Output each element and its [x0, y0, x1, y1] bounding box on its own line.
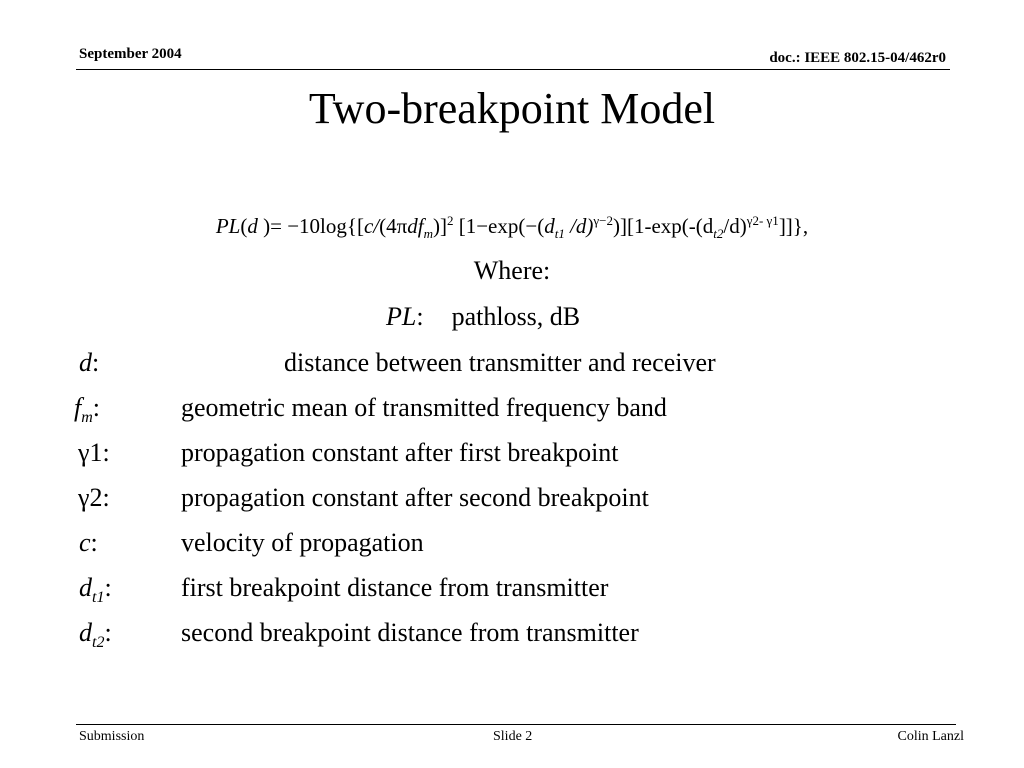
footer-rule — [76, 724, 956, 725]
def-text: propagation constant after first breakpoint — [181, 438, 619, 467]
def-colon: : — [102, 438, 110, 467]
def-symbol: d — [79, 618, 92, 647]
formula-d: d — [247, 214, 258, 238]
formula-part3: )][1-exp(-(d — [613, 214, 714, 238]
formula-four-pi: (4π — [379, 214, 408, 238]
def-text: first breakpoint distance from transmitter — [181, 573, 609, 602]
formula-sub-m: m — [423, 226, 433, 242]
def-text: velocity of propagation — [181, 528, 424, 557]
def-symbol: f — [74, 393, 82, 422]
footer-slide-number: Slide 2 — [493, 729, 533, 744]
def-text: propagation constant after second breakpoint — [181, 483, 649, 512]
def-symbol: γ2 — [78, 483, 103, 512]
formula-eq: )= −10log{[ — [263, 214, 364, 238]
def-colon: : — [104, 618, 112, 647]
def-symbol: d — [79, 573, 92, 602]
def-symbol: c — [79, 528, 91, 557]
formula-df: df — [407, 214, 424, 238]
footer-author: Colin Lanzl — [897, 729, 964, 744]
def-text: geometric mean of transmitted frequency band — [181, 393, 667, 422]
def-text: distance between transmitter and receiver — [284, 348, 716, 377]
def-colon: : — [104, 573, 112, 602]
pl-symbol: PL — [386, 302, 417, 331]
header-doc-id: doc.: IEEE 802.15-04/462r0 — [769, 50, 946, 66]
def-text: second breakpoint distance from transmitter — [181, 618, 639, 647]
footer-submission: Submission — [79, 729, 145, 744]
def-colon: : — [92, 348, 100, 377]
def-subscript: t2 — [92, 634, 105, 652]
header-rule — [76, 69, 950, 70]
slide-title: Two-breakpoint Model — [308, 84, 716, 133]
formula-sup-2: 2 — [446, 213, 454, 228]
def-subscript: t1 — [92, 589, 105, 607]
formula-sub-t1: t1 — [554, 226, 565, 242]
pl-colon: : — [416, 302, 424, 331]
definition-c — [79, 528, 424, 558]
pl-definition — [386, 302, 580, 332]
formula-close: )] — [432, 214, 447, 238]
def-colon: : — [90, 528, 98, 557]
def-symbol: d — [79, 348, 92, 377]
def-colon: : — [102, 483, 110, 512]
formula-dt: d — [544, 214, 555, 238]
pl-text: pathloss, dB — [451, 302, 581, 331]
definition-gamma2 — [78, 483, 649, 513]
def-colon: : — [92, 393, 101, 422]
formula-end: ]]}, — [778, 214, 809, 238]
formula-exp1: γ−2 — [593, 213, 613, 228]
formula-exp2: γ2- γ1 — [746, 213, 779, 228]
formula-part2: [1−exp(−( — [453, 214, 545, 238]
formula-sub-t2: t2 — [713, 226, 724, 242]
header-date: September 2004 — [79, 46, 182, 62]
definition-gamma1 — [78, 438, 619, 468]
def-symbol: γ1 — [78, 438, 103, 467]
formula-slash-d2: /d) — [723, 214, 747, 238]
formula-c: c/ — [363, 214, 380, 238]
formula-pl: PL — [215, 214, 241, 238]
definition-d — [79, 348, 716, 378]
formula-slash-d: /d) — [564, 214, 594, 238]
definition-fm — [74, 393, 667, 427]
where-label: Where: — [473, 256, 551, 285]
definition-dt1 — [79, 573, 609, 607]
pathloss-formula: PL(d )= $-10\log\{[c/(4\pi df_m)]^2$ [$1-\exp(-(d_{t1}$ $/d)^{\gamma-2})][1-\exp(-(d_{t2}/d)^{\gamma 2- \gamma 1}]]$}, — [215, 213, 809, 242]
def-subscript: m — [81, 409, 93, 427]
definition-dt2 — [79, 618, 639, 652]
